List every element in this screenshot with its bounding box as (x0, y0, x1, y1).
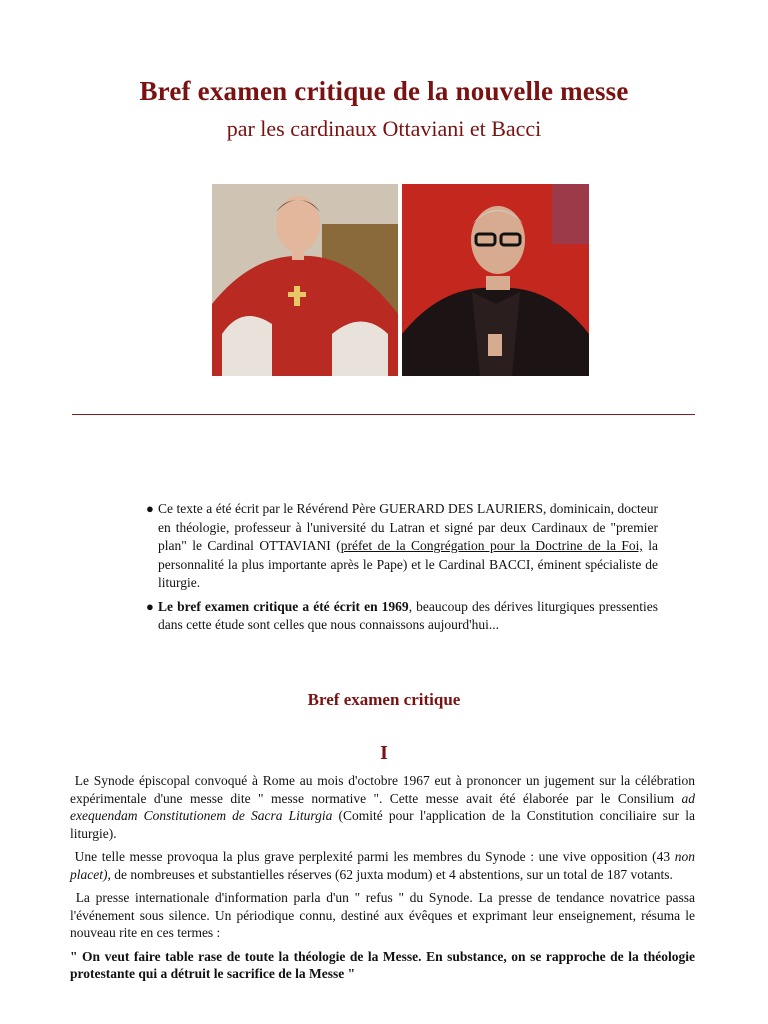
bullet-icon: ● (146, 598, 154, 614)
cardinal-portrait-glasses-icon (402, 184, 589, 376)
paragraph: Le Synode épiscopal convoqué à Rome au mois d'octobre 1967 eut à prononcer un jugement sur la célébration expérimentale d'une messe dite " messe normative ". Cette messe avait été élaborée par le Consilium ad exequendam Constitutionem de Sacra Liturgia (Comité pour l'application de la Constitution conciliaire sur la liturgie). (70, 773, 695, 841)
cardinal-portrait-icon (212, 184, 398, 376)
chapter-numeral: I (380, 742, 388, 764)
divider-line (72, 414, 695, 415)
body-text (70, 772, 695, 989)
paragraph: Une telle messe provoqua la plus grave perplexité parmi les membres du Synode : une vive opposition (43 non placet), de nombreuses et substantielles réserves (62 juxta modum) et 4 abstentions, sur un total de 187 votants. (70, 849, 695, 882)
bullet-text: Ce texte a été écrit par le Révérend Père GUERARD DES LAURIERS, dominicain, docteur en théologie, professeur à l'université du Latran et signé par deux Cardinaux de "premier plan" le Cardinal OTTAVIANI (préfet de la Congrégation pour la Doctrine de la Foi, la personnalité la plus importante après le Pape) et le Cardinal BACCI, éminent spécialiste de liturgie. (158, 501, 658, 590)
list-item (146, 598, 658, 635)
paragraph: La presse internationale d'information parla d'un " refus " du Synode. La presse de tendance novatrice passa l'événement sous silence. Un périodique connu, destiné aux évêques et exprimant leur enseignement, résuma le nouveau rite en ces termes : (70, 890, 695, 940)
document-subtitle: par les cardinaux Ottaviani et Bacci (226, 116, 542, 141)
document-title: Bref examen critique de la nouvelle messe (139, 76, 629, 106)
intro-bullet-list (146, 500, 658, 640)
cardinal-bacci-photo (402, 184, 589, 376)
quote: " On veut faire table rase de toute la théologie de la Messe. En substance, on se rapproche de la théologie protestante qui a détruit le sacrifice de la Messe " (70, 948, 695, 981)
bullet-text: Le bref examen critique a été écrit en 1969, beaucoup des dérives liturgiques pressenties dans cette étude sont celles que nous connaissons aujourd'hui... (158, 598, 658, 632)
cardinal-ottaviani-photo (212, 184, 398, 376)
list-item (146, 500, 658, 593)
bullet-icon: ● (146, 501, 154, 516)
prefect-link[interactable]: préfet de la Congrégation pour la Doctrine de la Foi, (340, 538, 643, 553)
section-heading: Bref examen critique (307, 690, 461, 709)
